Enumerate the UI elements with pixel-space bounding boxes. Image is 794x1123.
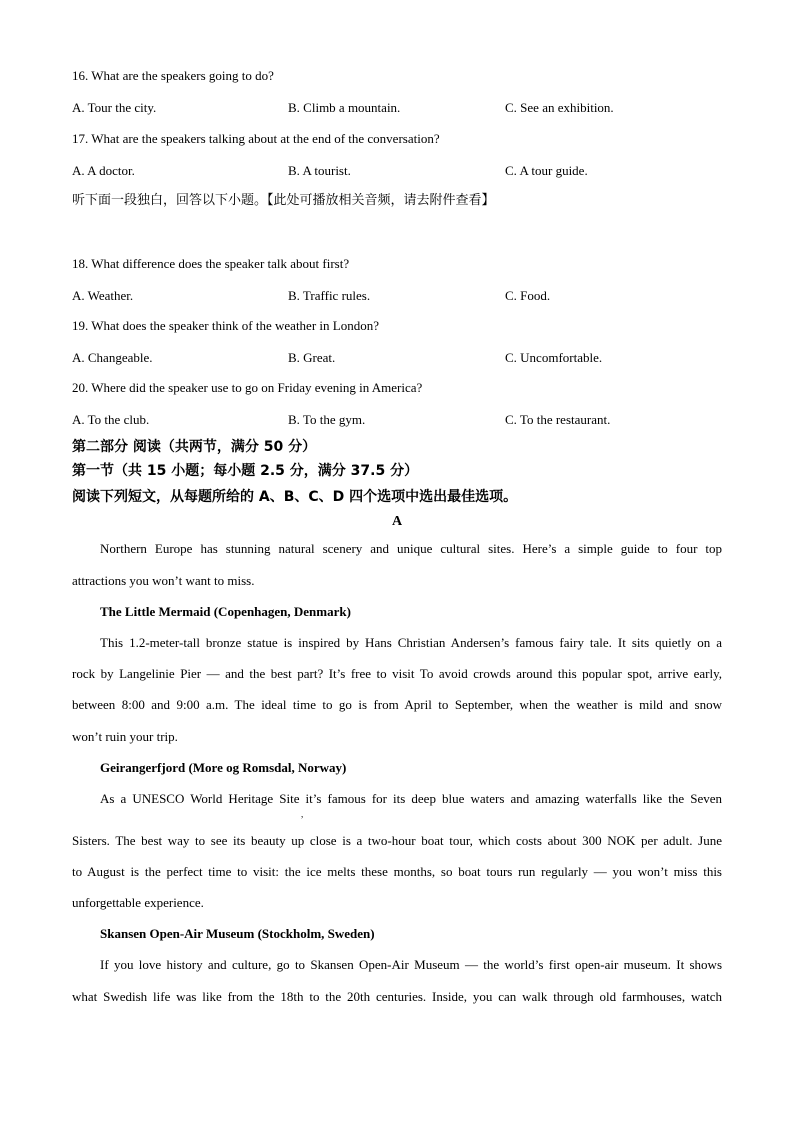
- intro-line-2: attractions you won’t want to miss.: [72, 573, 255, 588]
- question-16-option-a: A. Tour the city.: [72, 100, 157, 115]
- question-16-stem: 16. What are the speakers going to do?: [72, 68, 274, 83]
- passage-label: A: [391, 514, 403, 529]
- question-17-stem: 17. What are the speakers talking about at the end of the conversation?: [72, 131, 440, 146]
- attraction-heading-skansen: Skansen Open-Air Museum (Stockholm, Sweden): [100, 926, 375, 941]
- section1-heading: 第一节（共 15 小题；每小题 2.5 分，满分 37.5 分）: [72, 463, 419, 479]
- skansen-line-2: what Swedish life was like from the 18th to the 20th centuries. Inside, you can walk through old farmhouses, watch: [72, 989, 722, 1004]
- geirangerfjord-line-1: As a UNESCO World Heritage Site it’s famous for its deep blue waters and amazing waterfalls like the Seven: [100, 791, 722, 806]
- question-17-option-b: B. A tourist.: [288, 163, 351, 178]
- question-16-option-b: B. Climb a mountain.: [288, 100, 401, 115]
- question-20-option-c: C. To the restaurant.: [505, 412, 611, 427]
- little-mermaid-line-3: between 8:00 and 9:00 a.m. The ideal time to go is from April to September, when the weather is mild and snow: [72, 697, 722, 712]
- question-18-option-c: C. Food.: [505, 288, 551, 303]
- question-18-stem: 18. What difference does the speaker talk about first?: [72, 256, 350, 271]
- intro-line-1: Northern Europe has stunning natural scenery and unique cultural sites. Here’s a simple guide to four top: [100, 541, 722, 556]
- attraction-heading-geirangerfjord: Geirangerfjord (More og Romsdal, Norway): [100, 760, 347, 775]
- skansen-line-1: If you love history and culture, go to Skansen Open-Air Museum — the world’s first open-air museum. It shows: [100, 957, 722, 972]
- geirangerfjord-line-4: unforgettable experience.: [72, 895, 204, 910]
- question-17-option-c: C. A tour guide.: [505, 163, 588, 178]
- attraction-heading-little-mermaid: The Little Mermaid (Copenhagen, Denmark): [100, 604, 351, 619]
- monologue-instruction: 听下面一段独白，回答以下小题。【此处可播放相关音频，请去附件查看】: [72, 193, 495, 208]
- geirangerfjord-line-2: Sisters. The best way to see its beauty up close is a two-hour boat tour, which costs about 300 NOK per adult. June: [72, 833, 722, 848]
- little-mermaid-line-1: This 1.2-meter-tall bronze statue is inspired by Hans Christian Andersen’s famous fairy tale. It sits quietly on a: [100, 635, 722, 650]
- question-20-option-b: B. To the gym.: [288, 412, 366, 427]
- question-20-stem: 20. Where did the speaker use to go on Friday evening in America?: [72, 380, 423, 395]
- stray-comma-mark: ,: [301, 809, 304, 819]
- question-19-option-a: A. Changeable.: [72, 350, 153, 365]
- question-20-option-a: A. To the club.: [72, 412, 150, 427]
- little-mermaid-line-4: won’t ruin your trip.: [72, 729, 178, 744]
- little-mermaid-line-2: rock by Langelinie Pier — and the best part? It’s free to visit To avoid crowds around this popular spot, arrive early,: [72, 666, 722, 681]
- question-18-option-b: B. Traffic rules.: [288, 288, 371, 303]
- question-19-option-c: C. Uncomfortable.: [505, 350, 603, 365]
- geirangerfjord-line-3: to August is the perfect time to visit: the ice melts these months, so boat tours run regularly — you won’t miss this: [72, 864, 722, 879]
- part2-heading: 第二部分 阅读（共两节，满分 50 分）: [72, 439, 317, 455]
- question-18-option-a: A. Weather.: [72, 288, 134, 303]
- question-17-option-a: A. A doctor.: [72, 163, 135, 178]
- question-19-stem: 19. What does the speaker think of the weather in London?: [72, 318, 379, 333]
- reading-instruction: 阅读下列短文，从每题所给的 A、B、C、D 四个选项中选出最佳选项。: [72, 489, 518, 505]
- question-19-option-b: B. Great.: [288, 350, 336, 365]
- question-16-option-c: C. See an exhibition.: [505, 100, 614, 115]
